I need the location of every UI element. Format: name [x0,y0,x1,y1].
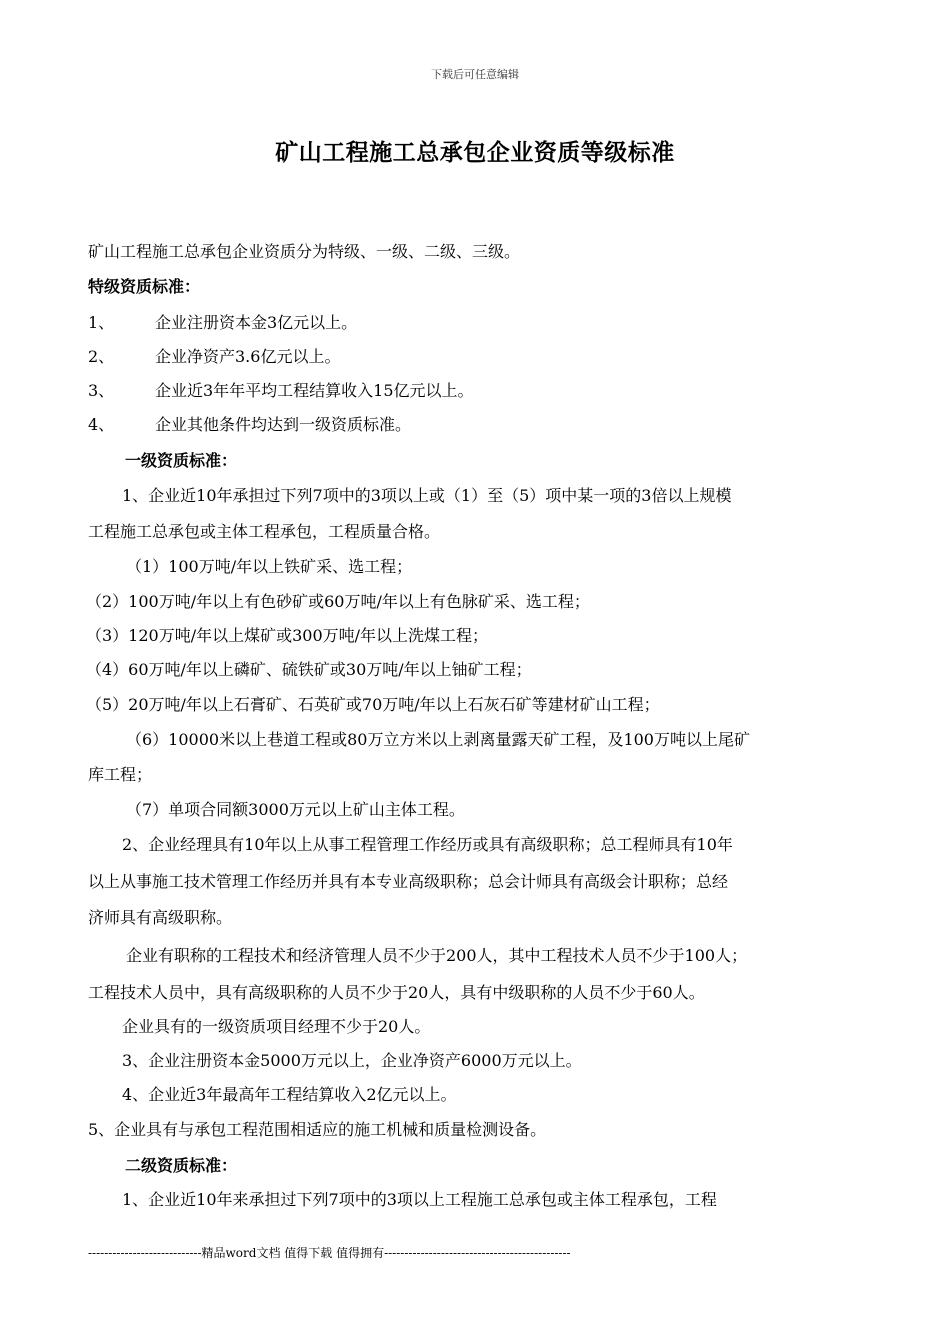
item-text: 企业注册资本金3亿元以上。 [155,313,358,332]
item-number: 4、 [88,415,115,434]
paragraph-line: （1）100万吨/年以上铁矿采、选工程； [126,557,413,576]
page-title: 矿山工程施工总承包企业资质等级标准 [275,140,675,166]
item-text: 企业近3年年平均工程结算收入15亿元以上。 [155,381,474,400]
paragraph-line: 济师具有高级职称。 [88,908,233,927]
paragraph-line: （5）20万吨/年以上石膏矿、石英矿或70万吨/年以上石灰石矿等建材矿山工程； [86,695,660,714]
paragraph-line: 工程施工总承包或主体工程承包，工程质量合格。 [88,522,441,541]
item-text: 企业其他条件均达到一级资质标准。 [155,415,412,434]
level1-heading: 一级资质标准： [125,451,238,470]
item-number: 2、 [88,347,115,366]
paragraph-line: 1、企业近10年来承担过下列7项中的3项以上工程施工总承包或主体工程承包，工程 [122,1190,717,1209]
special-item [88,347,340,367]
paragraph-line: 2、企业经理具有10年以上从事工程管理工作经历或具有高级职称；总工程师具有10年 [122,835,733,854]
paragraph-line: （2）100万吨/年以上有色砂矿或60万吨/年以上有色脉矿采、选工程； [86,592,590,611]
paragraph-line: 5、企业具有与承包工程范围相适应的施工机械和质量检测设备。 [88,1120,547,1139]
paragraph-line: （6）10000米以上巷道工程或80万立方米以上剥离量露天矿工程，及100万吨以上尾矿 [126,730,750,749]
level2-heading: 二级资质标准： [125,1156,238,1175]
paragraph-line: （7）单项合同额3000万元以上矿山主体工程。 [126,800,465,819]
item-number: 3、 [88,381,115,400]
item-number: 1、 [88,313,115,332]
intro-paragraph: 矿山工程施工总承包企业资质分为特级、一级、二级、三级。 [88,242,521,261]
item-text: 企业净资产3.6亿元以上。 [155,347,341,366]
paragraph-line: 3、企业注册资本金5000万元以上，企业净资产6000万元以上。 [122,1051,582,1070]
paragraph-line: 企业具有的一级资质项目经理不少于20人。 [122,1017,431,1036]
paragraph-line: 1、企业近10年承担过下列7项中的3项以上或（1）至（5）项中某一项的3倍以上规模 [122,486,732,505]
paragraph-line: 企业有职称的工程技术和经济管理人员不少于200人，其中工程技术人员不少于100人； [126,946,748,965]
footer-note: ----------------------------精品word文档 值得下载 值得拥有---------------------------------------------- [88,1246,571,1260]
special-item [88,415,411,435]
header-note: 下载后可任意编辑 [431,68,519,81]
paragraph-line: 库工程； [88,765,153,784]
paragraph-line: 以上从事施工技术管理工作经历并具有本专业高级职称；总会计师具有高级会计职称；总经 [88,872,729,891]
paragraph-line: 4、企业近3年最高年工程结算收入2亿元以上。 [122,1085,457,1104]
paragraph-line: （3）120万吨/年以上煤矿或300万吨/年以上洗煤工程； [86,626,489,645]
special-heading: 特级资质标准： [88,277,201,296]
special-item [88,313,357,333]
paragraph-line: 工程技术人员中，具有高级职称的人员不少于20人，具有中级职称的人员不少于60人。 [88,983,705,1002]
paragraph-line: （4）60万吨/年以上磷矿、硫铁矿或30万吨/年以上铀矿工程； [86,660,532,679]
special-item [88,381,474,401]
